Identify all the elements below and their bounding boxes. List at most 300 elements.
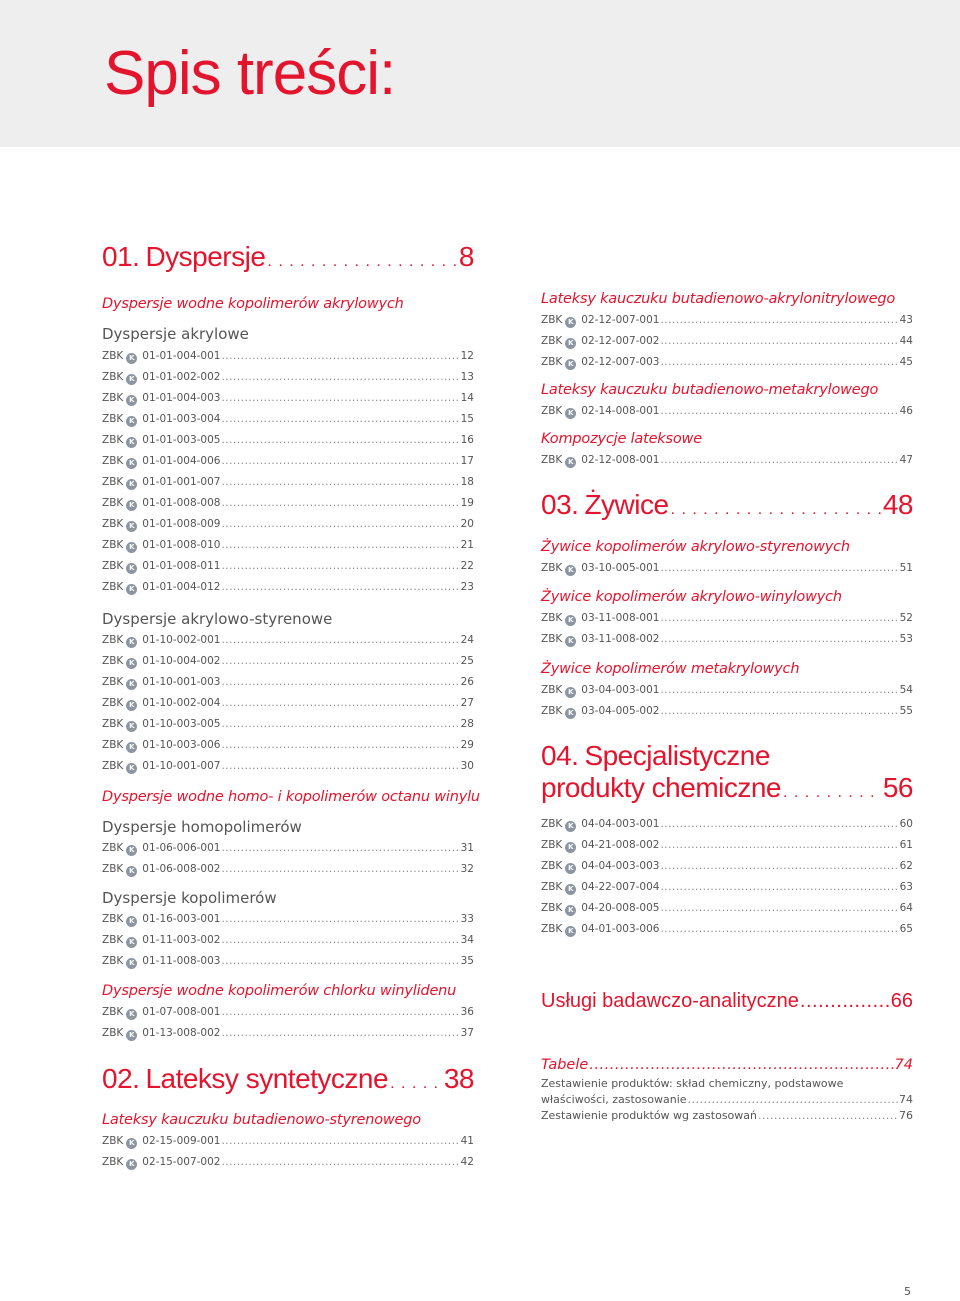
dot-leader [221,451,459,472]
circle-k-icon: K [126,742,137,753]
subsection-heading: Lateksy kauczuku butadienowo-styrenowego [102,1112,421,1128]
uslugi-page: 66 [890,990,913,1012]
subsection-heading: Żywice kopolimerów akrylowo-winylowych [541,589,842,605]
zbk-prefix: ZBK [541,684,563,696]
zbk-prefix: ZBK [541,314,563,326]
entry-code: 02-12-007-003 [581,356,660,368]
zbk-prefix: ZBK [102,350,124,362]
entry-page: 35 [460,955,474,967]
entry-page: 12 [460,350,474,362]
circle-k-icon: K [126,637,137,648]
subsection-heading: Kompozycje lateksowe [541,431,702,447]
tabele-item-page: 76 [899,1109,913,1122]
toc-entry[interactable] [102,493,474,514]
dot-leader [758,1108,898,1124]
circle-k-icon: K [126,937,137,948]
dot-leader [589,1054,893,1076]
entry-code: 04-22-007-004 [581,881,660,893]
dot-leader [221,714,459,735]
entry-code: 03-10-005-001 [581,562,660,574]
dot-leader [660,701,898,722]
entry-page: 14 [460,392,474,404]
zbk-prefix: ZBK [102,863,124,875]
entry-page: 60 [899,818,913,830]
chapter-number: 04. [541,740,579,771]
circle-k-icon: K [126,866,137,877]
dot-leader [660,352,898,373]
dot-leader [267,245,457,279]
toc-entry[interactable] [541,919,913,940]
circle-k-icon: K [126,353,137,364]
chapter-title: Dyspersje [145,241,266,272]
toc-entry[interactable] [541,629,913,650]
entry-list [541,450,913,471]
circle-k-icon: K [126,916,137,927]
circle-k-icon: K [126,679,137,690]
entry-code: 01-06-008-002 [142,863,221,875]
dot-leader [221,430,459,451]
entry-list [541,310,913,373]
circle-k-icon: K [126,521,137,532]
entry-code: 03-11-008-001 [581,612,660,624]
circle-k-icon: K [126,416,137,427]
dot-leader [660,558,898,579]
toc-entry[interactable] [541,331,913,352]
dot-leader [221,493,459,514]
dot-leader [221,735,459,756]
chapter-title-line-2 [541,772,913,809]
zbk-prefix: ZBK [102,842,124,854]
entry-page: 55 [899,705,913,717]
toc-entry[interactable] [102,909,474,930]
tabele-page: 74 [894,1057,913,1073]
subsection-heading: Żywice kopolimerów akrylowo-styrenowych [541,539,850,555]
entry-page: 51 [899,562,913,574]
toc-entry[interactable] [102,409,474,430]
dot-leader [660,629,898,650]
entry-list [102,838,474,880]
toc-entry[interactable] [541,835,913,856]
toc-entry[interactable] [102,714,474,735]
dot-leader [660,331,898,352]
toc-entry[interactable] [541,558,913,579]
toc-entry[interactable] [102,930,474,951]
entry-page: 32 [460,863,474,875]
toc-entry[interactable] [541,701,913,722]
dot-leader [660,814,898,835]
dot-leader [660,898,898,919]
dot-leader [221,630,459,651]
chapter-number: 01. [102,241,140,272]
entry-code: 01-07-008-001 [142,1006,221,1018]
circle-k-icon: K [126,584,137,595]
entry-code: 01-10-001-007 [142,760,221,772]
entry-page: 53 [899,633,913,645]
toc-entry[interactable] [541,898,913,919]
zbk-prefix: ZBK [541,335,563,347]
entry-code: 04-20-008-005 [581,902,660,914]
entry-list [541,608,913,650]
toc-entry[interactable] [102,838,474,859]
zbk-prefix: ZBK [541,923,563,935]
entry-page: 52 [899,612,913,624]
circle-k-icon: K [565,636,576,647]
entry-code: 01-01-002-002 [142,371,221,383]
zbk-prefix: ZBK [102,497,124,509]
entry-page: 65 [899,923,913,935]
entry-code: 03-04-005-002 [581,705,660,717]
entry-code: 01-11-008-003 [142,955,221,967]
chapter-title: Lateksy syntetyczne [145,1063,389,1094]
subsection-heading: Lateksy kauczuku butadienowo-akrylonitrylowego [541,291,896,307]
tabele-item-text: Zestawienie produktów wg zastosowań [541,1109,757,1122]
chapter-title: Specjalistyczne [584,740,770,771]
dot-leader [221,1002,459,1023]
entry-page: 37 [460,1027,474,1039]
zbk-prefix: ZBK [541,612,563,624]
toc-entry[interactable] [102,756,474,777]
toc-entry[interactable] [102,388,474,409]
dot-leader [221,472,459,493]
header-band [0,0,960,147]
circle-k-icon: K [565,926,576,937]
toc-entry[interactable] [102,472,474,493]
chapter-title-line-1 [541,740,913,772]
zbk-prefix: ZBK [102,518,124,530]
toc-entry[interactable] [102,535,474,556]
chapter-page: 48 [882,489,913,520]
chapter-title: Żywice [584,489,669,520]
uslugi-link[interactable] [541,988,913,1014]
entry-page: 22 [460,560,474,572]
dot-leader [660,680,898,701]
dot-leader [660,401,898,422]
entry-page: 25 [460,655,474,667]
circle-k-icon: K [565,687,576,698]
chapter-number: 03. [541,489,579,520]
dot-leader [221,367,459,388]
toc-entry[interactable] [102,672,474,693]
entry-page: 36 [460,1006,474,1018]
zbk-prefix: ZBK [541,705,563,717]
toc-entry[interactable] [102,1131,474,1152]
toc-column-left [102,240,480,1173]
toc-entry[interactable] [102,451,474,472]
circle-k-icon: K [565,615,576,626]
entry-page: 20 [460,518,474,530]
chapter-01-link[interactable] [102,240,474,279]
entry-page: 28 [460,718,474,730]
entry-code: 01-01-004-006 [142,455,221,467]
chapter-03-link[interactable] [541,488,913,527]
tabele-item-1[interactable] [541,1076,913,1108]
entry-page: 46 [899,405,913,417]
subsection-heading: Dyspersje wodne kopolimerów chlorku winylidenu [102,983,457,999]
entry-code: 04-04-003-001 [581,818,660,830]
zbk-prefix: ZBK [102,1006,124,1018]
entry-list [102,1002,474,1044]
dot-leader [221,1152,459,1173]
entry-page: 13 [460,371,474,383]
toc-entry[interactable] [102,514,474,535]
dot-leader [221,756,459,777]
tabele-item-row [541,1092,913,1108]
circle-k-icon: K [126,958,137,969]
entry-page: 21 [460,539,474,551]
dot-leader [688,1092,898,1108]
entry-code: 01-10-004-002 [142,655,221,667]
toc-entry[interactable] [102,630,474,651]
zbk-prefix: ZBK [541,839,563,851]
tabele-link[interactable] [541,1054,913,1076]
entry-list [541,401,913,422]
entry-code: 02-15-009-001 [142,1135,221,1147]
entry-page: 44 [899,335,913,347]
circle-k-icon: K [126,542,137,553]
entry-code: 01-01-004-003 [142,392,221,404]
entry-code: 03-11-008-002 [581,633,660,645]
circle-k-icon: K [126,395,137,406]
toc-entry[interactable] [102,651,474,672]
zbk-prefix: ZBK [102,392,124,404]
zbk-prefix: ZBK [102,955,124,967]
toc-entry[interactable] [102,951,474,972]
zbk-prefix: ZBK [102,1027,124,1039]
tabele-item-text: Zestawienie produktów: skład chemiczny, podstawowe [541,1077,844,1090]
zbk-prefix: ZBK [102,697,124,709]
subsection-heading: Lateksy kauczuku butadienowo-metakrylowego [541,382,879,398]
tabele-item-text: właściwości, zastosowanie [541,1093,687,1106]
tabele-item-page: 74 [899,1093,913,1106]
chapter-02-link[interactable] [102,1062,474,1101]
subsection-heading: Dyspersje wodne homo- i kopolimerów octanu winylu [102,789,480,805]
chapter-page: 8 [458,241,474,272]
zbk-prefix: ZBK [102,1156,124,1168]
entry-page: 42 [460,1156,474,1168]
circle-k-icon: K [565,408,576,419]
group-heading: Dyspersje kopolimerów [102,889,277,907]
entry-code: 04-21-008-002 [581,839,660,851]
dot-leader [660,835,898,856]
circle-k-icon: K [126,458,137,469]
entry-code: 01-01-004-001 [142,350,221,362]
entry-page: 18 [460,476,474,488]
zbk-prefix: ZBK [541,818,563,830]
dot-leader [221,556,459,577]
zbk-prefix: ZBK [541,454,563,466]
entry-page: 34 [460,934,474,946]
entry-list [102,909,474,972]
chapter-page: 38 [443,1063,474,1094]
circle-k-icon: K [565,905,576,916]
entry-code: 01-10-002-004 [142,697,221,709]
toc-entry[interactable] [102,1152,474,1173]
circle-k-icon: K [565,359,576,370]
toc-entry[interactable] [541,310,913,331]
circle-k-icon: K [126,1159,137,1170]
toc-entry[interactable] [102,1023,474,1044]
chapter-title: produkty chemiczne [541,772,782,803]
entry-page: 27 [460,697,474,709]
toc-entry[interactable] [541,450,913,471]
subsection-heading: Żywice kopolimerów metakrylowych [541,661,800,677]
dot-leader [221,838,459,859]
page-title: Spis treści: [104,39,396,108]
dot-leader [660,919,898,940]
entry-page: 31 [460,842,474,854]
dot-leader [221,930,459,951]
toc-entry[interactable] [102,693,474,714]
tabele-item-2[interactable] [541,1108,913,1124]
entry-page: 45 [899,356,913,368]
zbk-prefix: ZBK [541,405,563,417]
dot-leader [221,577,459,598]
toc-entry[interactable] [541,877,913,898]
toc-entry[interactable] [541,680,913,701]
entry-code: 02-12-007-002 [581,335,660,347]
entry-page: 19 [460,497,474,509]
entry-list [541,814,913,940]
dot-leader [671,493,881,527]
toc-entry[interactable] [102,1002,474,1023]
entry-code: 02-15-007-002 [142,1156,221,1168]
uslugi-label: Usługi badawczo-analityczne [541,990,799,1012]
dot-leader [221,951,459,972]
entry-code: 04-01-003-006 [581,923,660,935]
toc-entry[interactable] [541,856,913,877]
group-heading: Dyspersje homopolimerów [102,818,302,836]
entry-page: 29 [460,739,474,751]
entry-page: 54 [899,684,913,696]
circle-k-icon: K [565,884,576,895]
circle-k-icon: K [126,374,137,385]
toc-entry[interactable] [541,814,913,835]
entry-code: 02-12-007-001 [581,314,660,326]
chapter-number: 02. [102,1063,140,1094]
entry-code: 02-14-008-001 [581,405,660,417]
entry-page: 30 [460,760,474,772]
zbk-prefix: ZBK [541,562,563,574]
entry-page: 61 [899,839,913,851]
circle-k-icon: K [565,863,576,874]
dot-leader [221,514,459,535]
page-number: 5 [904,1285,911,1298]
entry-page: 63 [899,881,913,893]
zbk-prefix: ZBK [102,1135,124,1147]
zbk-prefix: ZBK [541,633,563,645]
dot-leader [221,409,459,430]
toc-entry[interactable] [102,577,474,598]
dot-leader [221,535,459,556]
circle-k-icon: K [126,658,137,669]
circle-k-icon: K [565,821,576,832]
entry-code: 01-01-008-009 [142,518,221,530]
toc-entry[interactable] [102,346,474,367]
tabele-label: Tabele [541,1057,589,1073]
entry-code: 01-01-004-012 [142,581,221,593]
toc-entry[interactable] [541,352,913,373]
zbk-prefix: ZBK [102,434,124,446]
chapter-04-link[interactable] [541,740,913,809]
zbk-prefix: ZBK [102,634,124,646]
zbk-prefix: ZBK [541,356,563,368]
zbk-prefix: ZBK [541,860,563,872]
entry-page: 41 [460,1135,474,1147]
chapter-page: 56 [882,772,913,803]
entry-code: 01-10-001-003 [142,676,221,688]
dot-leader [660,877,898,898]
zbk-prefix: ZBK [102,913,124,925]
entry-list [541,558,913,579]
circle-k-icon: K [565,565,576,576]
zbk-prefix: ZBK [102,455,124,467]
entry-list [102,346,474,598]
dot-leader [221,388,459,409]
toc-entry[interactable] [102,859,474,880]
circle-k-icon: K [565,317,576,328]
toc-entry[interactable] [102,556,474,577]
zbk-prefix: ZBK [541,881,563,893]
dot-leader [221,859,459,880]
group-heading: Dyspersje akrylowe [102,325,249,343]
toc-entry[interactable] [541,401,913,422]
dot-leader [221,693,459,714]
entry-page: 33 [460,913,474,925]
entry-code: 01-06-006-001 [142,842,221,854]
entry-code: 01-01-003-004 [142,413,221,425]
zbk-prefix: ZBK [102,739,124,751]
dot-leader [660,310,898,331]
entry-page: 26 [460,676,474,688]
circle-k-icon: K [565,338,576,349]
zbk-prefix: ZBK [102,539,124,551]
zbk-prefix: ZBK [102,581,124,593]
circle-k-icon: K [126,1030,137,1041]
zbk-prefix: ZBK [102,934,124,946]
entry-page: 43 [899,314,913,326]
subsection-heading: Dyspersje wodne kopolimerów akrylowych [102,296,404,312]
toc-entry[interactable] [541,608,913,629]
dot-leader [800,988,890,1014]
zbk-prefix: ZBK [102,676,124,688]
entry-code: 01-10-003-006 [142,739,221,751]
entry-code: 01-13-008-002 [142,1027,221,1039]
circle-k-icon: K [126,845,137,856]
entry-page: 16 [460,434,474,446]
zbk-prefix: ZBK [102,718,124,730]
entry-code: 01-10-003-005 [142,718,221,730]
dot-leader [221,346,459,367]
circle-k-icon: K [126,437,137,448]
dot-leader [660,450,898,471]
entry-page: 62 [899,860,913,872]
dot-leader [221,1023,459,1044]
circle-k-icon: K [126,563,137,574]
circle-k-icon: K [126,500,137,511]
entry-code: 01-01-008-011 [142,560,221,572]
toc-entry[interactable] [102,430,474,451]
circle-k-icon: K [126,1009,137,1020]
toc-column-right [541,240,913,1124]
entry-code: 01-01-008-010 [142,539,221,551]
toc-entry[interactable] [102,735,474,756]
entry-list [102,1131,474,1173]
dot-leader [660,856,898,877]
entry-code: 04-04-003-003 [581,860,660,872]
circle-k-icon: K [126,479,137,490]
dot-leader [221,672,459,693]
toc-entry[interactable] [102,367,474,388]
